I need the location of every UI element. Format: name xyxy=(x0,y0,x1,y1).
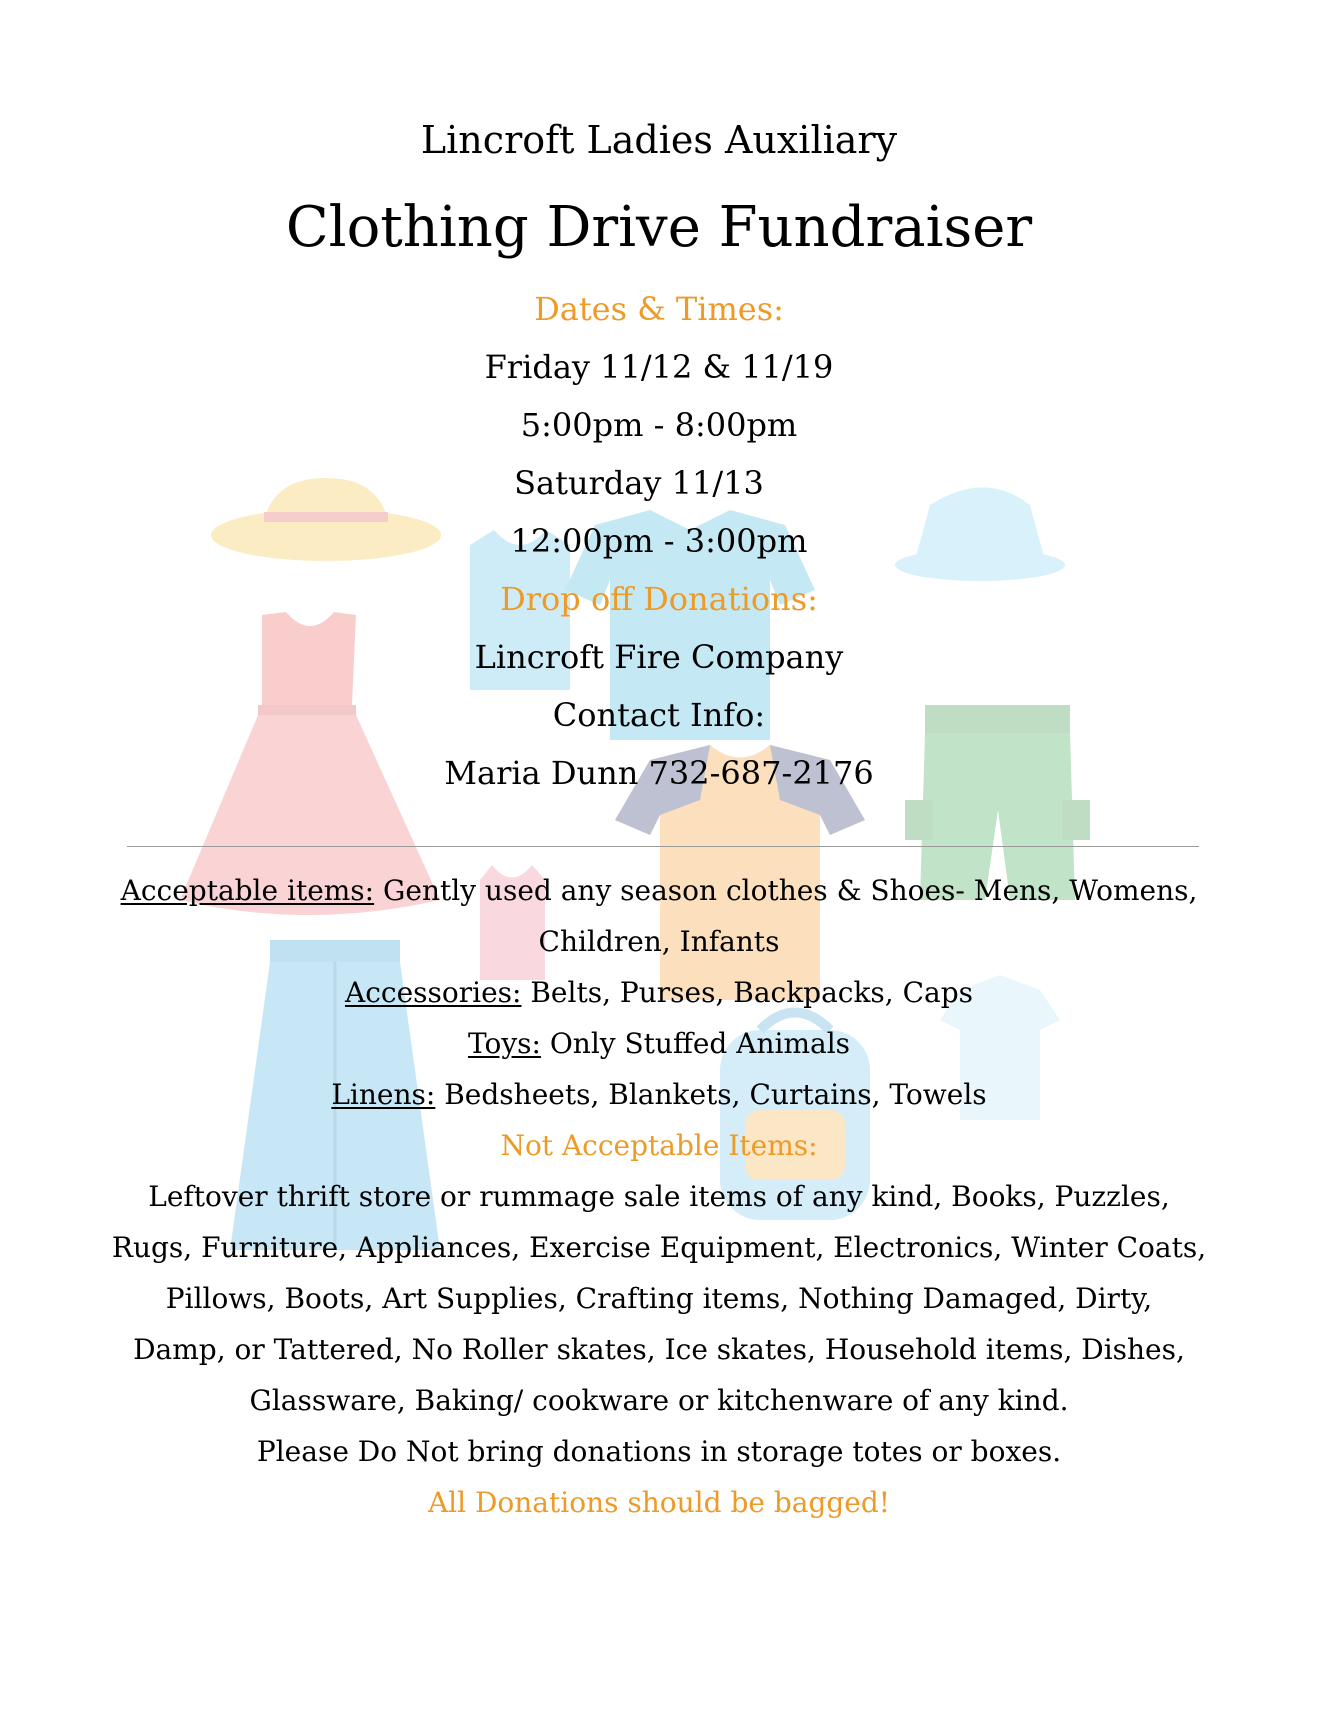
accessories-label: Accessories: xyxy=(344,976,522,1009)
toys-text: Only Stuffed Animals xyxy=(540,1027,851,1060)
acceptable-items-line xyxy=(0,874,1318,907)
linens-text: Bedsheets, Blankets, Curtains, Towels xyxy=(435,1078,987,1111)
friday-hours: 5:00pm - 8:00pm xyxy=(520,406,798,444)
linens-line xyxy=(0,1078,1318,1111)
contact-heading: Contact Info: xyxy=(552,696,766,734)
linens-label: Linens: xyxy=(331,1078,436,1111)
toys-line xyxy=(0,1027,1318,1060)
accessories-text: Belts, Purses, Backpacks, Caps xyxy=(521,976,974,1009)
dropoff-heading: Drop off Donations: xyxy=(500,580,818,618)
toys-label: Toys: xyxy=(467,1027,541,1060)
not-acceptable-line: Glassware, Baking/ cookware or kitchenware of any kind. xyxy=(249,1384,1069,1417)
accessories-line xyxy=(0,976,1318,1009)
storage-notice: Please Do Not bring donations in storage totes or boxes. xyxy=(256,1435,1062,1468)
bagged-notice: All Donations should be bagged! xyxy=(427,1486,891,1519)
organization-name: Lincroft Ladies Auxiliary xyxy=(420,118,898,162)
saturday-date: Saturday 11/13 xyxy=(514,464,764,502)
not-acceptable-line: Damp, or Tattered, No Roller skates, Ice skates, Household items, Dishes, xyxy=(133,1333,1185,1366)
schedule-heading: Dates & Times: xyxy=(534,290,784,328)
acceptable-items-text: Gently used any season clothes & Shoes- Mens, Womens, xyxy=(374,874,1198,907)
not-acceptable-heading: Not Acceptable Items: xyxy=(500,1129,818,1162)
horizontal-divider xyxy=(127,846,1199,847)
saturday-hours: 12:00pm - 3:00pm xyxy=(510,522,808,560)
not-acceptable-line: Rugs, Furniture, Appliances, Exercise Equipment, Electronics, Winter Coats, xyxy=(111,1231,1207,1264)
friday-dates: Friday 11/12 & 11/19 xyxy=(484,348,834,386)
dropoff-location: Lincroft Fire Company xyxy=(474,638,844,676)
acceptable-items-label: Acceptable items: xyxy=(120,874,375,907)
event-title: Clothing Drive Fundraiser xyxy=(285,195,1033,260)
acceptable-items-continued: Children, Infants xyxy=(538,925,780,958)
not-acceptable-line: Pillows, Boots, Art Supplies, Crafting items, Nothing Damaged, Dirty, xyxy=(165,1282,1153,1315)
not-acceptable-line: Leftover thrift store or rummage sale items of any kind, Books, Puzzles, xyxy=(148,1180,1170,1213)
contact-person: Maria Dunn 732-687-2176 xyxy=(444,754,874,792)
